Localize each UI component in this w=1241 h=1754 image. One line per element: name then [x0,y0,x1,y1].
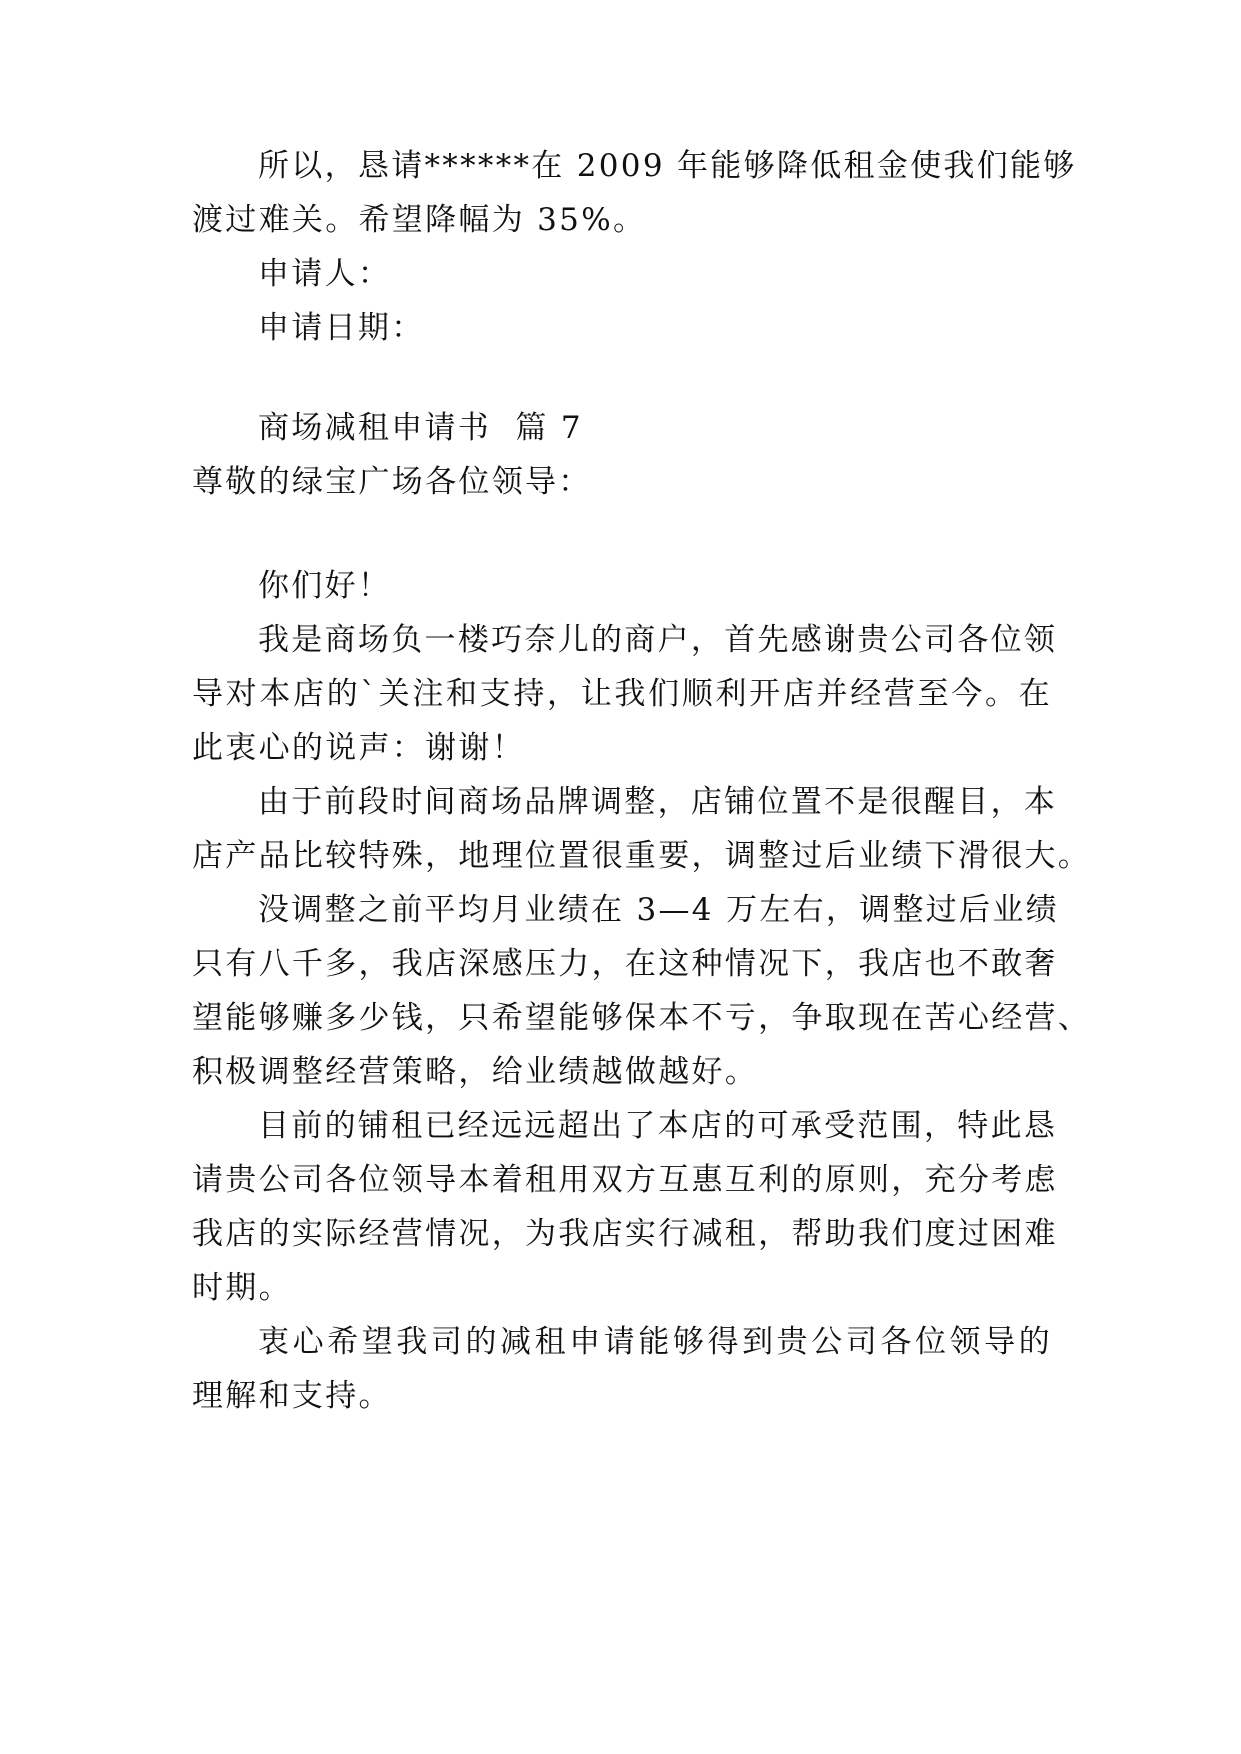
paragraph-3-line-2: 店产品比较特殊，地理位置很重要，调整过后业绩下滑很大。 [192,838,1092,874]
paragraph-5-line-3: 我店的实际经营情况，为我店实行减租，帮助我们度过困难 [192,1216,1058,1252]
paragraph-2-line-3: 此衷心的说声：谢谢！ [192,730,525,766]
paragraph-3-line-1: 由于前段时间商场品牌调整，店铺位置不是很醒目，本 [258,784,1058,820]
salutation: 尊敬的绿宝广场各位领导： [192,464,592,500]
paragraph-6-line-1: 衷心希望我司的减租申请能够得到贵公司各位领导的 [258,1324,1052,1360]
paragraph-1-line-2: 渡过难关。希望降幅为 35%。 [192,202,647,238]
paragraph-2-line-1: 我是商场负一楼巧奈儿的商户，首先感谢贵公司各位领 [258,622,1058,658]
paragraph-4-line-4: 积极调整经营策略，给业绩越做越好。 [192,1054,759,1090]
paragraph-5-line-1: 目前的铺租已经远远超出了本店的可承受范围，特此恳 [258,1108,1058,1144]
paragraph-2-line-2: 导对本店的`关注和支持，让我们顺利开店并经营至今。在 [192,676,1052,712]
paragraph-4-line-2: 只有八千多，我店深感压力，在这种情况下，我店也不敢奢 [192,946,1058,982]
applicant-label: 申请人： [258,256,392,292]
paragraph-5-line-2: 请贵公司各位领导本着租用双方互惠互利的原则，充分考虑 [192,1162,1058,1198]
paragraph-4-line-3: 望能够赚多少钱，只希望能够保本不亏，争取现在苦心经营、 [192,1000,1092,1036]
paragraph-4-line-1: 没调整之前平均月业绩在 3—4 万左右，调整过后业绩 [258,892,1059,928]
paragraph-1-line-1: 所以，恳请******在 2009 年能够降低租金使我们能够 [258,148,1077,184]
application-date-label: 申请日期： [258,310,425,346]
greeting: 你们好！ [258,568,392,604]
section-heading: 商场减租申请书 篇 7 [258,410,583,446]
paragraph-6-line-2: 理解和支持。 [192,1378,392,1414]
paragraph-5-line-4: 时期。 [192,1270,292,1306]
